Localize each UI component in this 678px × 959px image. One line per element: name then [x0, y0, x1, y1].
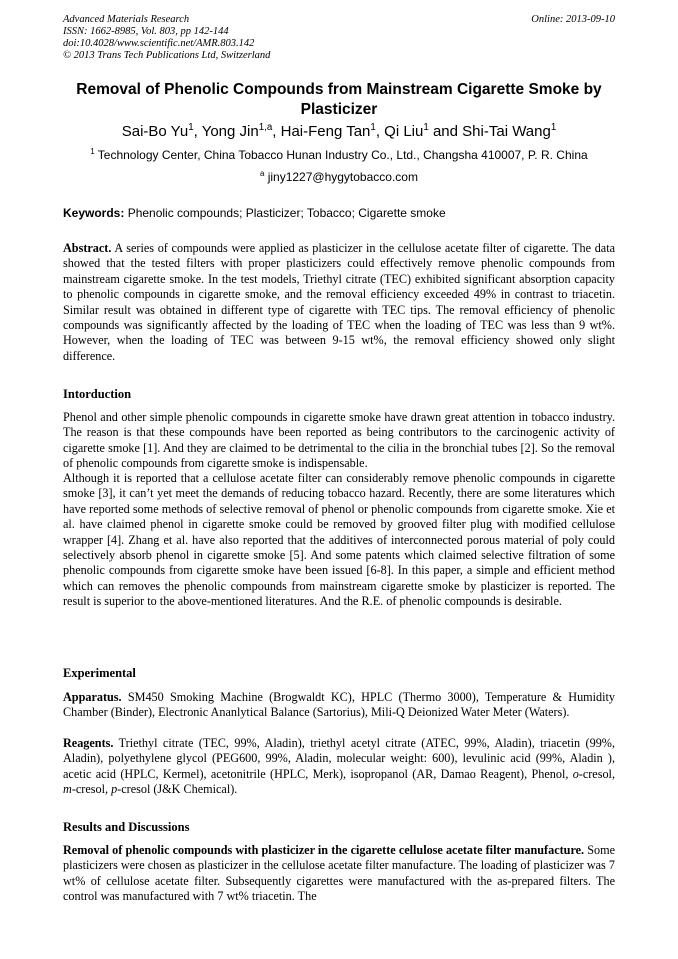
reagents-para: p — [111, 782, 118, 797]
author-affiliation-mark: 1 — [423, 122, 429, 133]
journal-name: Advanced Materials Research — [63, 14, 190, 25]
section-heading-experimental: Experimental — [63, 666, 136, 680]
apparatus-paragraph — [63, 690, 615, 721]
section-heading-results: Results and Discussions — [63, 820, 190, 834]
author-separator: , — [272, 123, 281, 140]
section-heading-introduction: Intorduction — [63, 387, 132, 401]
author-name: Yong Jin — [201, 123, 259, 140]
keywords — [63, 206, 615, 221]
affiliation — [63, 148, 615, 163]
journal-header — [63, 14, 615, 62]
author-separator: , — [375, 123, 385, 140]
intro-paragraph-2: Although it is reported that a cellulose acetate filter can considerably remove phenolic compounds in cigarette smoke [3], it can’t yet meet the demands of reducing tobacco hazard. Recently, there are some literatures which have reported some methods of selective removal of phenol or phenolic compounds from cigarette smoke. Xie et al. have claimed phenol in cigarette smoke could be removed by grooved filter plug with modified cellulose wrapper [4]. Zhang et al. have also reported that the additives of interconnected porous material of poly could selectively absorb phenol in cigarette smoke [5]. And some patents which claimed selective filtration of some phenolic compounds from cigarette smoke have been issued [6-8]. In this paper, a simple and efficient method which can removes the phenolic compounds from mainstream cigarette smoke by plasticizer is reported. The result is superior to the above-mentioned literatures. And the R.E. of phenolic compounds is desirable. — [63, 471, 615, 609]
reagents-text: -cresol (J&K Chemical). — [117, 782, 238, 797]
affiliation-text: Technology Center, China Tobacco Hunan Industry Co., Ltd., Changsha 410007, P. R. China — [94, 148, 588, 162]
author-email — [63, 170, 615, 185]
reagents-meta: m — [63, 782, 72, 797]
copyright-line: © 2013 Trans Tech Publications Ltd, Switzerland — [63, 50, 271, 61]
email-text[interactable]: jiny1227@hygytobacco.com — [264, 170, 418, 184]
results-paragraph — [63, 843, 615, 905]
author-affiliation-mark: 1,a — [258, 122, 273, 133]
keywords-label: Keywords: — [63, 206, 125, 220]
issn-line: ISSN: 1662-8985, Vol. 803, pp 142-144 — [63, 26, 229, 37]
keywords-text: Phenolic compounds; Plasticizer; Tobacco; Cigarette smoke — [124, 206, 446, 220]
author-name: Sai-Bo Yu — [121, 123, 189, 140]
abstract-text: A series of compounds were applied as plasticizer in the cellulose acetate filter of cigarette. The data showed that the tested filters with proper plasticizers could effectively remove phenolic compounds from mainstream cigarette smoke. In the test models, Triethyl citrate (TEC) exhibited significant absorption capacity to phenolic compounds in cigarette smoke, and the removal efficiency exceeded 49% in contrast to triacetin. Similar result was obtained in different type of cigarette with TEC tips. The removal efficiency of phenolic compounds was significantly affected by the loading of TEC when the loading of TEC was less than 9 wt%. However, when the loading of TEC was between 9-15 wt%, the removal efficiency showed only slight difference. — [63, 241, 615, 363]
author-affiliation-mark: 1 — [550, 122, 557, 133]
reagents-text: Triethyl citrate (TEC, 99%, Aladin), triethyl acetyl citrate (ATEC, 99%, Aladin), triacetin (99%, Aladin), polyethylene glycol (PEG600, 99%, Aladin, molecular weight: 600), levulinic acid (99%, Aladin ), acetic acid (HPLC, Kermel), acetonitrile (HPLC, Merk), isopropanol (AR, Damao Reagent), Phenol, — [63, 736, 615, 781]
author-name: Hai-Feng Tan — [280, 123, 371, 140]
abstract-label: Abstract. — [63, 241, 112, 255]
intro-paragraph-1: Phenol and other simple phenolic compounds in cigarette smoke have drawn great attention in tobacco industry. The reason is that these compounds have been reported as being contributors to the carcinogenic activity of cigarette smoke [1]. And they are claimed to be detrimental to the cilia in the bronchial tubes [2]. So the removal of phenolic compounds from cigarette smoke is indispensable. — [63, 410, 615, 471]
affiliation-mark: 1 — [90, 147, 95, 156]
author-name: Qi Liu — [384, 123, 424, 140]
results-text: Some plasticizers were chosen as plasticizer in the cellulose acetate filter manufacture. The loading of plasticizer was 7 wt% of cellulose acetate filter. Subsequently cigarettes were manufactured with the as-prepared filters. The control was manufactured with 7 wt% triacetin. The — [63, 843, 616, 904]
author-name: Shi-Tai Wang — [462, 123, 551, 140]
reagents-label: Reagents. — [63, 736, 114, 750]
reagents-ortho: o — [572, 766, 579, 781]
doi-line: doi:10.4028/www.scientific.net/AMR.803.142 — [63, 38, 255, 49]
author-separator: , — [193, 123, 202, 140]
apparatus-label: Apparatus. — [63, 690, 122, 704]
reagents-paragraph — [63, 736, 615, 798]
reagents-text: -cresol, — [578, 766, 615, 781]
author-affiliation-mark: 1 — [370, 122, 376, 133]
paper-title: Removal of Phenolic Compounds from Mainstream Cigarette Smoke by Plasticizer — [76, 81, 602, 118]
online-date: Online: 2013-09-10 — [531, 14, 615, 25]
email-mark: a — [260, 169, 265, 178]
author-affiliation-mark: 1 — [188, 122, 194, 133]
abstract — [63, 241, 615, 364]
author-separator: and — [428, 123, 463, 140]
apparatus-text: SM450 Smoking Machine (Brogwaldt KC), HPLC (Thermo 3000), Temperature & Humidity Chamber (Binder), Electronic Ananlytical Balance (Sartorius), Mili-Q Deionized Water Meter (Waters). — [63, 690, 615, 720]
author-list — [63, 122, 615, 142]
results-subheading: Removal of phenolic compounds with plasticizer in the cigarette cellulose acetate filter manufacture. — [63, 843, 585, 857]
reagents-text: -cresol, — [71, 782, 112, 797]
